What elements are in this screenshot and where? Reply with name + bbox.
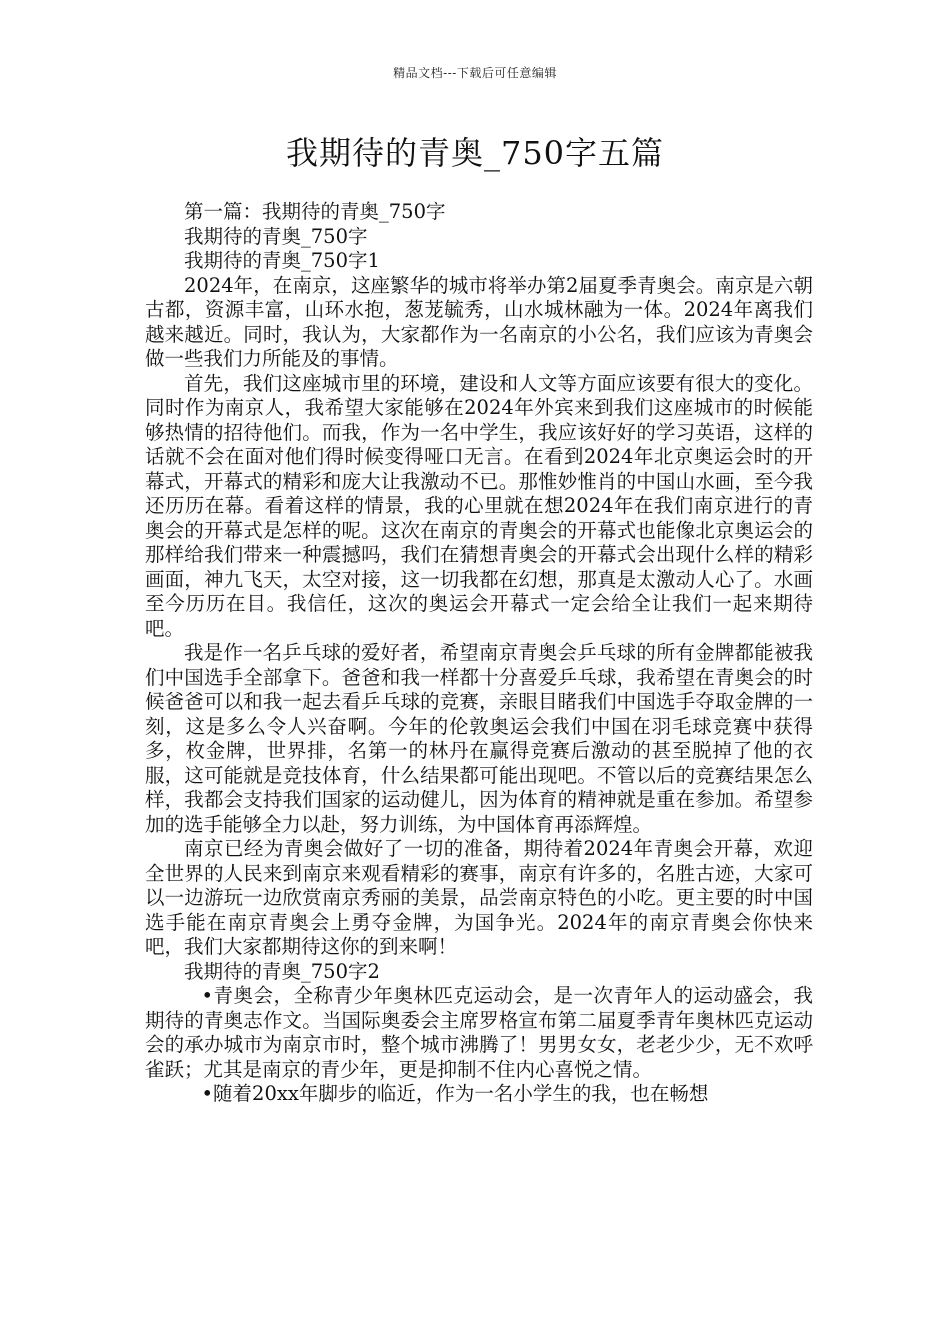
section-heading: 第一篇：我期待的青奥_750字 (184, 200, 446, 223)
document-title: 我期待的青奥_750字五篇 (285, 134, 665, 172)
article-subtitle: 我期待的青奥_750字1 (184, 249, 380, 272)
article-subtitle: 我期待的青奥_750字2 (184, 959, 380, 983)
paragraph: 2024年，在南京，这座繁华的城市将举办第2届夏季青奥会。南京是六朝古都，资源丰富，山环水抱，葱茏毓秀，山水城林融为一体。2024年离我们越来越近。同时，我认为，大家都作为一名南京的小公名，我们应该为青奥会做一些我们力所能及的事情。 (145, 273, 813, 370)
document-body (145, 200, 813, 1107)
paragraph: 我是作一名乒乓球的爱好者，希望南京青奥会乒乓球的所有金牌都能被我们中国选手全部拿下。爸爸和我一样都十分喜爱乒乓球，我希望在青奥会的时候爸爸可以和我一起去看乒乓球的竞赛，亲眼目睹我们中国选手夺取金牌的一刻，这是多么令人兴奋啊。今年的伦敦奥运会我们中国在羽毛球竞赛中获得多，枚金牌，世界排，名第一的林丹在赢得竞赛后激动的甚至脱掉了他的衣服，这可能就是竞技体育，什么结果都可能出现吧。不管以后的竞赛结果怎么样，我都会支持我们国家的运动健儿，因为体育的精神就是重在参加。希望参加的选手能够全力以赴，努力训练，为中国体育再添辉煌。 (145, 641, 813, 836)
bullet-paragraph: •青奥会，全称青少年奥林匹克运动会，是一次青年人的运动盛会，我期待的青奥志作文。当国际奥委会主席罗格宣布第二届夏季青年奥林匹克运动会的承办城市为南京市时，整个城市沸腾了！男男女女，老老少少，无不欢呼雀跃；尤其是南京的青少年，更是抑制不住内心喜悦之情。 (145, 984, 813, 1081)
paragraph: 首先，我们这座城市里的环境，建设和人文等方面应该要有很大的变化。同时作为南京人，我希望大家能够在2024年外宾来到我们这座城市的时候能够热情的招待他们。而我，作为一名中学生，我应该好好的学习英语，这样的话就不会在面对他们得时候变得哑口无言。在看到2024年北京奥运会时的开幕式，开幕式的精彩和庞大让我激动不已。那惟妙惟肖的中国山水画，至今我还历历在幕。看着这样的情景，我的心里就在想2024年在我们南京进行的青奥会的开幕式是怎样的呢。这次在南京的青奥会的开幕式也能像北京奥运会的那样给我们带来一种震撼吗，我们在猜想青奥会的开幕式会出现什么样的精彩画面，神九飞天，太空对接，这一切我都在幻想，那真是太激动人心了。水画至今历历在目。我信任，这次的奥运会开幕式一定会给全让我们一起来期待吧。 (145, 371, 813, 640)
bullet-paragraph: •随着20xx年脚步的临近，作为一名小学生的我，也在畅想 (201, 1082, 709, 1105)
article-title: 我期待的青奥_750字 (184, 224, 368, 248)
paragraph: 南京已经为青奥会做好了一切的准备，期待着2024年青奥会开幕，欢迎全世界的人民来到南京来观看精彩的赛事，南京有许多的，名胜古迹，大家可以一边游玩一边欣赏南京秀丽的美景，品尝南京特色的小吃。更主要的时中国选手能在南京青奥会上勇夺金牌，为国争光。2024年的南京青奥会你快来吧，我们大家都期待这你的到来啊！ (145, 837, 813, 958)
page-header: 精品文档---下载后可任意编辑 (393, 66, 557, 80)
